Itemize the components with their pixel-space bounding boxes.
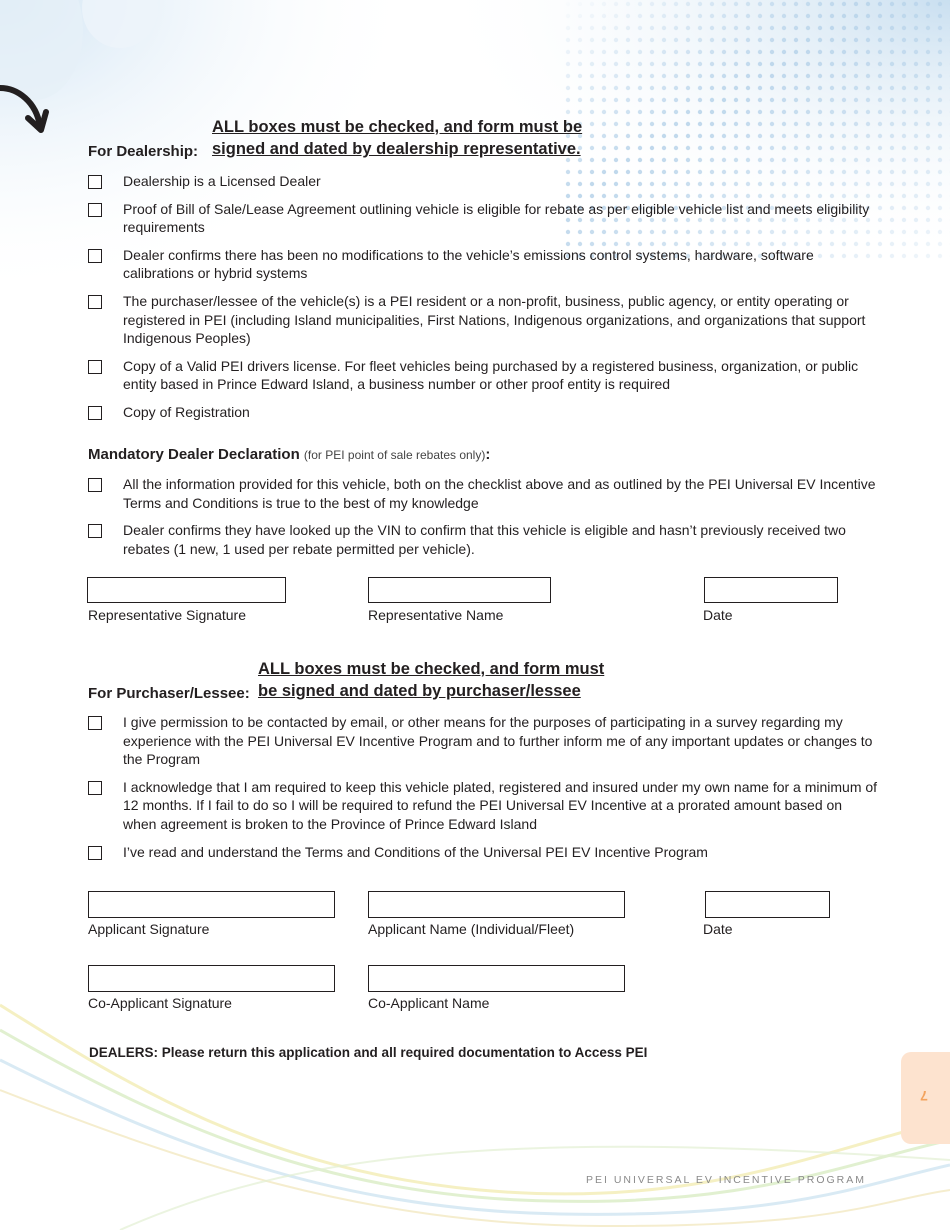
co-applicant-name-label: Co-Applicant Name [368,995,490,1011]
dealership-check-item [88,403,878,422]
representative-signature-field[interactable] [87,577,286,603]
checkbox[interactable] [88,781,102,795]
co-applicant-signature-label: Co-Applicant Signature [88,995,232,1011]
checkbox[interactable] [88,524,102,538]
page-number: 7 [920,1088,928,1104]
checkbox[interactable] [88,478,102,492]
purchaser-check-item [88,713,878,769]
check-item-text: Dealer confirms they have looked up the VIN to confirm that this vehicle is eligible and hasn’t previously received two rebates (1 new, 1 used per rebate permitted per vehicle). [123,522,846,557]
declaration-check-item [88,475,878,512]
applicant-name-label: Applicant Name (Individual/Fleet) [368,921,575,937]
co-applicant-name-field[interactable] [368,965,625,992]
representative-name-field[interactable] [368,577,551,603]
applicant-signature-field[interactable] [88,891,335,918]
checkbox[interactable] [88,203,102,217]
program-footer: PEI UNIVERSAL EV INCENTIVE PROGRAM [586,1174,866,1186]
dealership-check-item [88,246,878,283]
dealership-notice-line-2: signed and dated by dealership representative. [212,140,581,158]
check-item-text: I give permission to be contacted by email, or other means for the purposes of participating in a survey regarding my experience with the PEI Universal EV Incentive Program and to further inform me of any important updates or changes to the Program [123,714,873,768]
check-item-text: Copy of a Valid PEI drivers license. For fleet vehicles being purchased by a registered business, organization, or public entity based in Prince Edward Island, a business number or other proof entity is required [123,357,859,393]
declaration-heading-text: Mandatory Dealer Declaration [88,446,300,463]
checkbox[interactable] [88,360,102,374]
representative-signature-label: Representative Signature [88,607,246,623]
purchaser-notice-line-1: ALL boxes must be checked, and form must [258,660,605,678]
dealership-check-item [88,357,878,394]
representative-name-label: Representative Name [368,607,504,623]
applicant-signature-label: Applicant Signature [88,921,210,937]
purchaser-section-label: For Purchaser/Lessee: [88,685,250,702]
purchaser-notice [258,658,604,702]
check-item-text: Copy of Registration [123,403,250,420]
representative-date-field[interactable] [704,577,838,603]
dealership-check-item [88,200,878,237]
checkbox[interactable] [88,716,102,730]
purchaser-checklist [88,713,878,861]
co-applicant-signature-field[interactable] [88,965,335,992]
declaration-colon: : [485,446,491,463]
purchaser-check-item [88,778,878,834]
check-item-text: Proof of Bill of Sale/Lease Agreement outlining vehicle is eligible for rebate as per eligible vehicle list and meets eligibility requirements [123,200,870,236]
check-item-text: I’ve read and understand the Terms and Conditions of the Universal PEI EV Incentive Program [123,843,708,860]
applicant-date-field[interactable] [705,891,830,918]
checkbox[interactable] [88,175,102,189]
checkbox[interactable] [88,846,102,860]
checkbox[interactable] [88,406,102,420]
checkbox[interactable] [88,249,102,263]
dealership-check-item [88,292,878,348]
declaration-checklist [88,475,878,558]
curved-arrow-icon [0,74,60,136]
applicant-date-label: Date [703,921,733,937]
check-item-text: I acknowledge that I am required to keep this vehicle plated, registered and insured under my own name for a minimum of 12 months. If I fail to do so I will be required to refund the PEI Universal EV Incentive at a prorated amount based on when agreement is broken to the Province of Prince Edward Island [123,778,878,832]
purchaser-notice-line-2: be signed and dated by purchaser/lessee [258,682,581,700]
dealership-notice [212,116,582,160]
declaration-heading [88,446,490,463]
check-item-text: Dealership is a Licensed Dealer [123,173,321,189]
dealership-check-item [88,172,878,191]
purchaser-check-item [88,843,878,862]
check-item-text: All the information provided for this vehicle, both on the checklist above and as outlined by the PEI Universal EV Incentive Terms and Conditions is true to the best of my knowledge [123,476,876,511]
checkbox[interactable] [88,295,102,309]
dealership-checklist [88,172,878,422]
declaration-check-item [88,521,878,558]
check-item-text: Dealer confirms there has been no modifications to the vehicle’s emissions control systems, hardware, software calibrations or hybrid systems [123,246,814,282]
dealer-return-note: DEALERS: Please return this application and all required documentation to Access PEI [89,1045,648,1060]
declaration-note: (for PEI point of sale rebates only) [303,448,486,462]
dealership-section-label: For Dealership: [88,143,199,160]
representative-date-label: Date [703,607,733,623]
check-item-text: The purchaser/lessee of the vehicle(s) is a PEI resident or a non-profit, business, public agency, or entity operating or registered in PEI (including Island municipalities, First Nations, Indigenous organizations, and organizations that support Indigenous Peoples) [123,292,866,347]
dealership-notice-line-1: ALL boxes must be checked, and form must be [212,118,583,136]
applicant-name-field[interactable] [368,891,625,918]
